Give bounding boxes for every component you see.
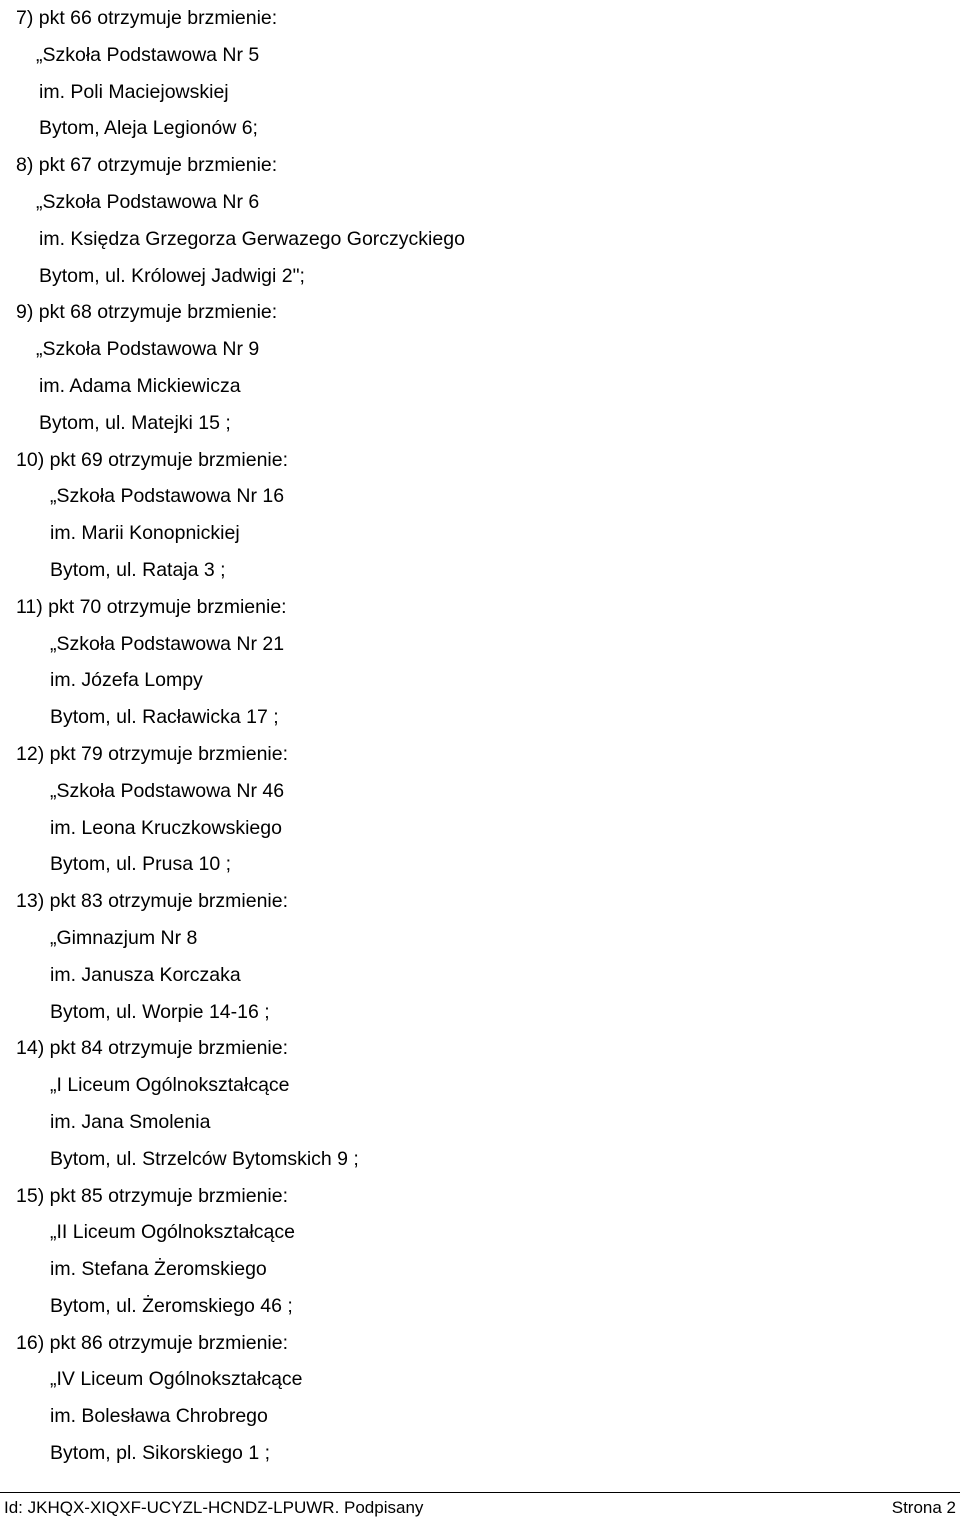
school-address: Bytom, ul. Prusa 10 ; [50, 853, 231, 876]
school-name: „Szkoła Podstawowa Nr 5 [36, 43, 260, 66]
school-patron: im. Józefa Lompy [50, 669, 203, 692]
school-name: „II Liceum Ogólnokształcące [50, 1221, 295, 1244]
amendment-heading: 11) pkt 70 otrzymuje brzmienie: [16, 595, 287, 618]
amendment-item-7 [16, 0, 946, 147]
amendment-item-15 [16, 1178, 946, 1325]
school-patron: im. Jana Smolenia [50, 1110, 211, 1133]
school-patron: im. Janusza Korczaka [50, 963, 241, 986]
amendment-heading: 9) pkt 68 otrzymuje brzmienie: [16, 301, 278, 324]
school-name: „Szkoła Podstawowa Nr 46 [50, 779, 285, 802]
school-name: „IV Liceum Ogólnokształcące [50, 1368, 303, 1391]
school-name: „Gimnazjum Nr 8 [50, 926, 198, 949]
school-patron: im. Adama Mickiewicza [39, 374, 241, 397]
school-patron: im. Marii Konopnickiej [50, 522, 240, 545]
school-address: Bytom, pl. Sikorskiego 1 ; [50, 1442, 271, 1465]
school-patron: im. Leona Kruczkowskiego [50, 816, 282, 839]
document-id: Id: JKHQX-XIQXF-UCYZL-HCNDZ-LPUWR. Podpisany [4, 1498, 424, 1517]
school-patron: im. Księdza Grzegorza Gerwazego Gorczyckiego [39, 227, 465, 250]
school-address: Bytom, ul. Królowej Jadwigi 2"; [39, 264, 305, 287]
footer-divider [0, 1492, 960, 1493]
school-name: „Szkoła Podstawowa Nr 16 [50, 485, 285, 508]
amendment-heading: 12) pkt 79 otrzymuje brzmienie: [16, 742, 289, 765]
amendment-heading: 15) pkt 85 otrzymuje brzmienie: [16, 1184, 289, 1207]
amendment-item-12 [16, 736, 946, 883]
amendment-item-9 [16, 294, 946, 441]
amendment-heading: 8) pkt 67 otrzymuje brzmienie: [16, 154, 278, 177]
amendment-heading: 10) pkt 69 otrzymuje brzmienie: [16, 448, 289, 471]
school-address: Bytom, ul. Żeromskiego 46 ; [50, 1294, 293, 1317]
school-address: Bytom, ul. Racławicka 17 ; [50, 706, 279, 729]
school-address: Bytom, Aleja Legionów 6; [39, 117, 258, 140]
document-body [16, 0, 946, 1472]
amendment-item-8 [16, 147, 946, 294]
school-patron: im. Bolesława Chrobrego [50, 1405, 268, 1428]
school-name: „Szkoła Podstawowa Nr 6 [36, 190, 260, 213]
school-name: „Szkoła Podstawowa Nr 9 [36, 338, 260, 361]
school-patron: im. Stefana Żeromskiego [50, 1258, 267, 1281]
page-footer [0, 1489, 960, 1521]
school-address: Bytom, ul. Strzelców Bytomskich 9 ; [50, 1147, 359, 1170]
amendment-item-10 [16, 442, 946, 589]
school-name: „Szkoła Podstawowa Nr 21 [50, 632, 285, 655]
amendment-heading: 13) pkt 83 otrzymuje brzmienie: [16, 890, 289, 913]
school-name: „I Liceum Ogólnokształcące [50, 1074, 290, 1097]
amendment-item-16 [16, 1325, 946, 1472]
school-address: Bytom, ul. Matejki 15 ; [39, 411, 231, 434]
amendment-heading: 7) pkt 66 otrzymuje brzmienie: [16, 7, 278, 29]
school-patron: im. Poli Maciejowskiej [39, 80, 229, 103]
school-address: Bytom, ul. Worpie 14-16 ; [50, 1000, 270, 1023]
amendment-item-11 [16, 589, 946, 736]
amendment-heading: 14) pkt 84 otrzymuje brzmienie: [16, 1037, 289, 1060]
amendment-item-14 [16, 1030, 946, 1177]
amendment-heading: 16) pkt 86 otrzymuje brzmienie: [16, 1331, 289, 1354]
page-number: Strona 2 [891, 1498, 956, 1517]
school-address: Bytom, ul. Rataja 3 ; [50, 558, 226, 581]
amendment-item-13 [16, 883, 946, 1030]
